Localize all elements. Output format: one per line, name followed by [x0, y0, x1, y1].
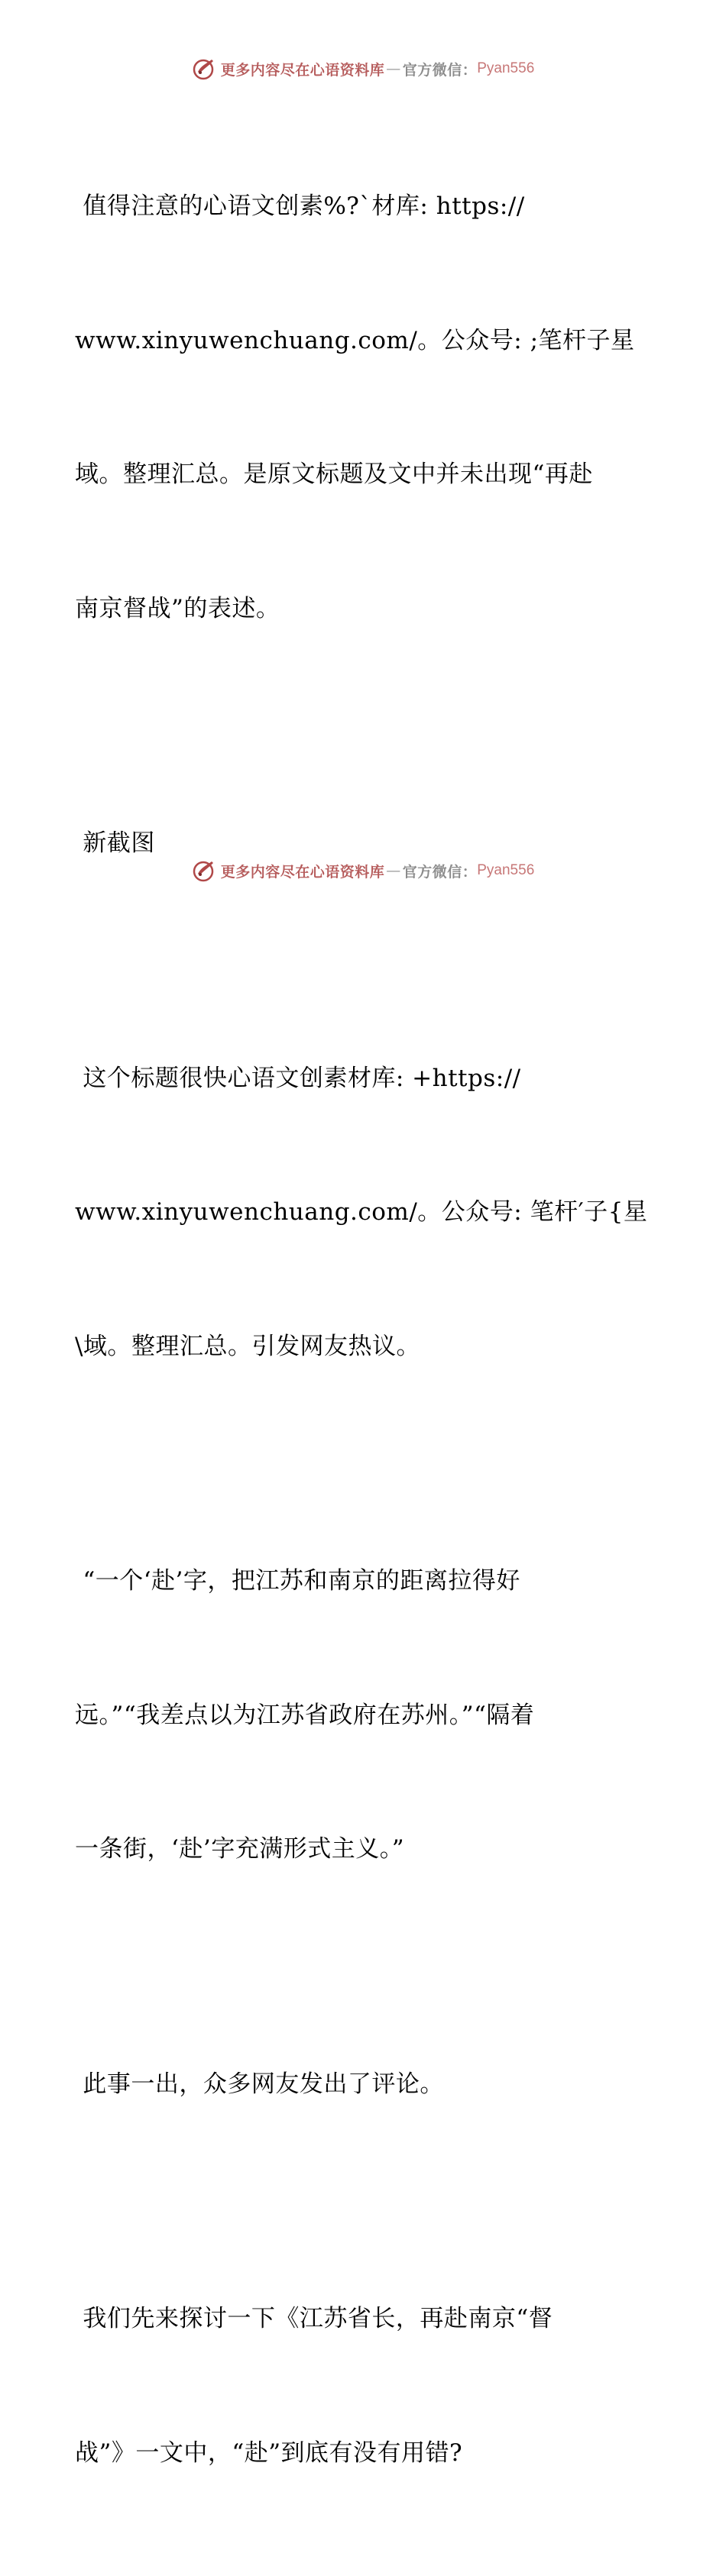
text-line: 我们先来探讨一下《江苏省长，再赴南京“督: [75, 2305, 553, 2332]
text-line: “一个‘赴’字，把江苏和南京的距离拉得好: [75, 1567, 520, 1595]
watermark-dash: —: [386, 60, 401, 77]
watermark-official-label: 官方微信：: [402, 863, 478, 881]
pen-logo-icon: [192, 57, 216, 81]
watermark-site-text: 更多内容尽在心语资料库: [220, 61, 385, 79]
text-line: \域。整理汇总。引发网友热议。: [75, 1332, 420, 1360]
text-line: 远。”“我差点以为江苏省政府在苏州。”“隔着: [75, 1701, 535, 1729]
text-line: 这个标题很快心语文创素材库: +https://: [75, 1064, 521, 1092]
paragraph: [75, 967, 656, 1459]
paragraph: [75, 1469, 656, 1961]
text-line: 一条街，‘赴’字充满形式主义。”: [75, 1835, 405, 1863]
text-line: 域。整理汇总。是原文标题及文中并未出现“再赴: [75, 461, 593, 488]
text-line: www.xinyuwenchuang.com/。公众号: 笔杆′子{星: [75, 1198, 648, 1226]
watermark-wechat-id: Pyan556: [477, 862, 535, 878]
text-line: 此事一出，众多网友发出了评论。: [75, 2070, 444, 2098]
paragraph: [75, 95, 656, 720]
footer-watermark: [0, 855, 726, 886]
document-body: [75, 95, 656, 2576]
paragraph: [75, 732, 656, 955]
watermark-official-label: 官方微信：: [402, 61, 478, 79]
header-watermark: [0, 53, 726, 84]
pen-logo-icon: [192, 858, 216, 883]
text-line: 值得注意的心语文创素%?`材库: https://: [75, 192, 525, 220]
watermark-site-text: 更多内容尽在心语资料库: [220, 863, 385, 881]
text-line: www.xinyuwenchuang.com/。公众号: ;笔杆子星: [75, 326, 635, 354]
watermark-wechat-id: Pyan556: [477, 60, 535, 76]
watermark-dash: —: [386, 862, 401, 879]
text-line: 南京督战”的表述。: [75, 594, 280, 622]
text-line: 新截图: [75, 829, 155, 857]
paragraph: [75, 2207, 656, 2565]
text-line: 战”》一文中，“赴”到底有没有用错?: [75, 2439, 463, 2467]
paragraph: [75, 1973, 656, 2196]
